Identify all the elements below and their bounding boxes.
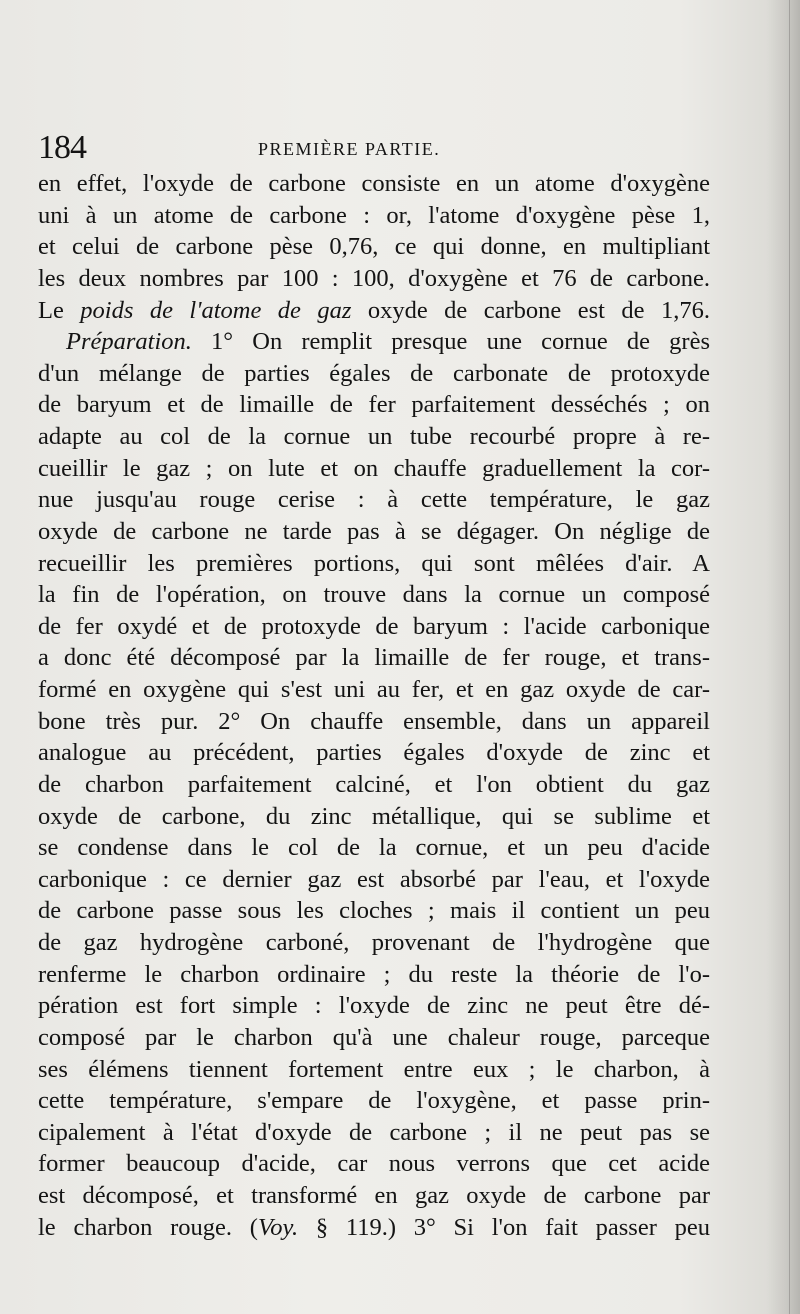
text-line: [38, 1212, 710, 1244]
text-line: composé par le charbon qu'à une chaleur rouge, parceque: [38, 1023, 710, 1051]
text-run: le charbon rouge. (: [38, 1213, 258, 1241]
text-line: [38, 295, 710, 327]
text-line: en effet, l'oxyde de carbone consiste en un atome d'oxygène: [38, 170, 710, 197]
text-line: [38, 326, 710, 358]
text-run: 1° On remplit presque une cornue de grès: [191, 328, 710, 356]
text-line: formé en oxygène qui s'est uni au fer, et en gaz oxyde de car-: [38, 676, 710, 703]
text-line: analogue au précédent, parties égales d'oxyde de zinc et: [38, 739, 710, 767]
text-line: les deux nombres par 100 : 100, d'oxygène et 76 de carbone.: [38, 264, 710, 292]
text-line: a donc été décomposé par la limaille de fer rouge, et trans-: [38, 644, 710, 672]
text-line: de charbon parfaitement calciné, et l'on obtient du gaz: [38, 770, 710, 798]
italic-run: Voy.: [257, 1213, 299, 1241]
page-number: 184: [38, 129, 86, 166]
text-run: § 119.) 3° Si l'on fait passer peu: [298, 1213, 710, 1241]
text-line: de baryum et de limaille de fer parfaitement desséchés ; on: [38, 391, 710, 419]
running-head: PREMIÈRE PARTIE.: [258, 139, 441, 159]
page-edge-line: [789, 0, 790, 1314]
text-line: recueillir les premières portions, qui sont mêlées d'air. A: [38, 549, 710, 577]
body-text: [38, 168, 710, 1243]
text-line: se condense dans le col de la cornue, et un peu d'acide: [38, 834, 710, 862]
page-edge-shadow: [766, 0, 800, 1314]
text-line: pération est fort simple : l'oxyde de zinc ne peut être dé-: [38, 992, 710, 1020]
text-run: oxyde de carbone est de 1,76.: [351, 296, 710, 324]
text-line: d'un mélange de parties égales de carbonate de protoxyde: [38, 359, 710, 387]
text-line: et celui de carbone pèse 0,76, ce qui donne, en multipliant: [38, 233, 710, 261]
text-line: oxyde de carbone, du zinc métallique, qui se sublime et: [38, 802, 710, 830]
text-line: est décomposé, et transformé en gaz oxyde de carbone par: [38, 1182, 710, 1209]
text-line: former beaucoup d'acide, car nous verrons que cet acide: [38, 1150, 710, 1178]
text-line: adapte au col de la cornue un tube recourbé propre à re-: [38, 423, 710, 450]
text-line: cette température, s'empare de l'oxygène, et passe prin-: [38, 1087, 710, 1115]
italic-run: poids de l'atome de gaz: [80, 296, 352, 324]
text-line: uni à un atome de carbone : or, l'atome d'oxygène pèse 1,: [38, 201, 710, 229]
text-line: la fin de l'opération, on trouve dans la cornue un composé: [38, 581, 710, 609]
text-line: renferme le charbon ordinaire ; du reste la théorie de l'o-: [38, 960, 710, 988]
text-line: ses élémens tiennent fortement entre eux ; le charbon, à: [38, 1055, 710, 1083]
italic-run: Préparation.: [66, 328, 192, 356]
text-line: de gaz hydrogène carboné, provenant de l'hydrogène que: [38, 929, 710, 956]
text-line: bone très pur. 2° On chauffe ensemble, dans un appareil: [38, 707, 710, 735]
text-run: Le: [38, 296, 81, 324]
text-line: carbonique : ce dernier gaz est absorbé par l'eau, et l'oxyde: [38, 865, 710, 893]
text-line: cipalement à l'état d'oxyde de carbone ; il ne peut pas se: [38, 1118, 710, 1146]
text-line: oxyde de carbone ne tarde pas à se dégager. On néglige de: [38, 517, 710, 545]
page-header: [38, 128, 718, 168]
text-line: nue jusqu'au rouge cerise : à cette température, le gaz: [38, 486, 710, 514]
text-line: de carbone passe sous les cloches ; mais il contient un peu: [38, 897, 710, 925]
text-line: cueillir le gaz ; on lute et on chauffe graduellement la cor-: [38, 454, 710, 482]
text-line: de fer oxydé et de protoxyde de baryum : l'acide carbonique: [38, 612, 710, 640]
